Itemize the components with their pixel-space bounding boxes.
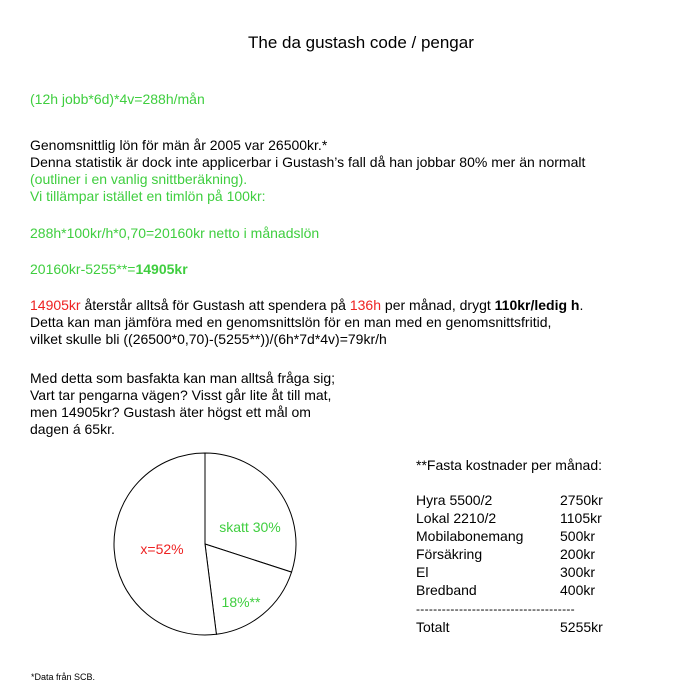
cost-name: Lokal 2210/2	[416, 510, 497, 526]
footnote: *Data från SCB.	[31, 672, 96, 682]
spending-text-a: återstår alltså för Gustash att spendera på	[80, 297, 350, 313]
free-hours: 136h	[349, 297, 382, 313]
spending-text-b: per månad, drygt	[381, 297, 495, 313]
pie-slice-label: 18%**	[221, 594, 261, 610]
cost-name: Mobilabonemang	[416, 528, 524, 544]
cost-amount: 500kr	[560, 528, 596, 544]
paragraph-salary-line-4: Vi tillämpar istället en timlön på 100kr:	[30, 188, 266, 204]
costs-separator: -------------------------------------	[416, 602, 575, 616]
paragraph-question-line-1: Med detta som basfakta kan man alltså fråga sig;	[30, 370, 336, 386]
formula-remaining-expression: 20160kr-5255**=	[30, 261, 136, 277]
paragraph-spending-line-2: Detta kan man jämföra med en genomsnittslön för en man med en genomsnittsfritid,	[30, 314, 552, 330]
pie-slice-label: skatt 30%	[219, 519, 281, 535]
pie-slice-label: x=52%	[140, 541, 184, 557]
spending-text-c: .	[579, 297, 584, 313]
paragraph-question-line-4: dagen á 65kr.	[30, 421, 115, 437]
remaining-amount: 14905kr	[30, 297, 81, 313]
costs-heading: **Fasta kostnader per månad:	[416, 457, 602, 473]
cost-amount: 300kr	[560, 564, 596, 580]
cost-amount: 400kr	[560, 582, 596, 598]
formula-remaining-result: 14905kr	[135, 261, 188, 277]
cost-total-label: Totalt	[416, 619, 450, 635]
paragraph-question-line-3: men 14905kr? Gustash äter högst ett mål om	[30, 404, 311, 420]
cost-amount: 2750kr	[560, 492, 603, 508]
cost-name: Hyra 5500/2	[416, 492, 493, 508]
page-title: The da gustash code / pengar	[248, 33, 474, 52]
formula-hours: (12h jobb*6d)*4v=288h/mån	[30, 91, 205, 107]
cost-total-amount: 5255kr	[560, 619, 603, 635]
rate-per-free-hour: 110kr/ledig h	[494, 297, 580, 313]
cost-name: Försäkring	[416, 546, 483, 562]
cost-amount: 1105kr	[560, 510, 602, 526]
formula-salary: 288h*100kr/h*0,70=20160kr netto i månadslön	[30, 225, 320, 241]
cost-name: El	[416, 564, 429, 580]
paragraph-salary-line-3: (outliner i en vanlig snittberäkning).	[30, 171, 248, 187]
paragraph-salary-line-2: Denna statistik är dock inte applicerbar i Gustash’s fall då han jobbar 80% mer än normalt	[30, 154, 586, 170]
cost-amount: 200kr	[560, 546, 596, 562]
paragraph-question-line-2: Vart tar pengarna vägen? Visst går lite åt till mat,	[30, 387, 332, 403]
paragraph-spending-line-3: vilket skulle bli ((26500*0,70)-(5255**))/(6h*7d*4v)=79kr/h	[30, 331, 387, 347]
paragraph-salary-line-1: Genomsnittlig lön för män år 2005 var 26500kr.*	[30, 137, 328, 153]
cost-name: Bredband	[416, 582, 477, 598]
